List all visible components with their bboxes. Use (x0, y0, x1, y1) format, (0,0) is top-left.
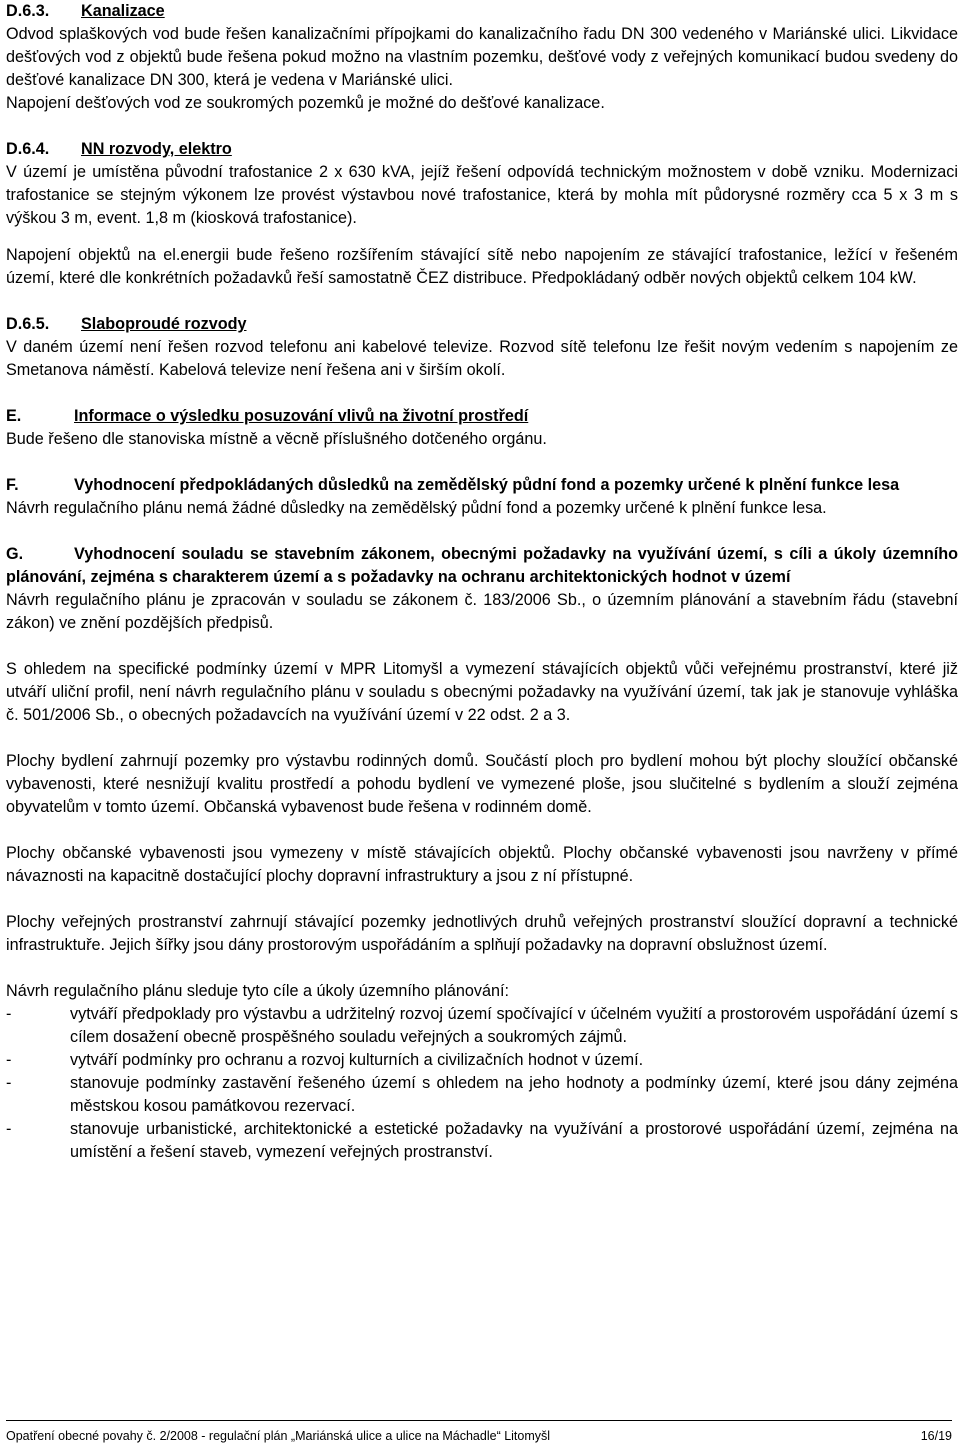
section-heading (6, 0, 958, 23)
section-g (6, 543, 958, 1164)
section-heading (6, 543, 958, 589)
paragraph: Napojení objektů na el.energii bude řešeno rozšířením stávající sítě nebo napojením ze stávající trafostanice, ležící v řešeném území, které dle konkrétních požadavků řeší samostatně ČEZ distribuce. Předpokládaný odběr nových objektů celkem 104 kW. (6, 246, 958, 287)
list-item: - stanovuje podmínky zastavění řešeného území s ohledem na jeho hodnoty a podmínky území, které jsou dány zejména městskou kosou památkovou rezervací. (6, 1074, 958, 1115)
section-title: Kanalizace (81, 2, 165, 20)
paragraph: Návrh regulačního plánu je zpracován v souladu se zákonem č. 183/2006 Sb., o územním plánování a stavebním řádu (stavební zákon) ve znění pozdějších předpisů. (6, 591, 958, 632)
section-e (6, 405, 958, 451)
section-number: G. (6, 545, 24, 563)
section-title: NN rozvody, elektro (81, 140, 232, 158)
list-item: - vytváří podmínky pro ochranu a rozvoj kulturních a civilizačních hodnot v území. (6, 1051, 644, 1069)
paragraph: Návrh regulačního plánu sleduje tyto cíle a úkoly územního plánování: (6, 982, 510, 1000)
paragraph: S ohledem na specifické podmínky území v MPR Litomyšl a vymezení stávajících objektů vůči veřejnému prostranství, které již utváří uliční profil, není návrh regulačního plánu v souladu s obecnými požadavky na využívání území, tak jak je stanovuje vyhláška č. 501/2006 Sb., o obecných požadavcích na využívání území v 22 odst. 2 a 3. (6, 660, 958, 724)
section-number: D.6.4. (6, 140, 50, 158)
section-title: Slaboproudé rozvody (81, 315, 247, 333)
section-d64 (6, 138, 958, 290)
paragraph: Návrh regulačního plánu nemá žádné důsledky na zemědělský půdní fond a pozemky určené k plnění funkce lesa. (6, 499, 827, 517)
paragraph: Napojení dešťových vod ze soukromých pozemků je možné do dešťové kanalizace. (6, 94, 605, 112)
section-d65 (6, 313, 958, 382)
section-heading (6, 313, 958, 336)
section-f (6, 474, 958, 520)
paragraph: V území je umístěna původní trafostanice 2 x 630 kVA, jejíž řešení odpovídá technickým možnostem v době vzniku. Modernizaci trafostanice se stejným výkonem lze provést výstavbou nové trafostanice, která by mohla mít půdorysné rozměry cca 5 x 3 m s výškou 3 m, event. 1,8 m (kiosková trafostanice). (6, 163, 958, 227)
section-title: Vyhodnocení předpokládaných důsledků na zemědělský půdní fond a pozemky určené k plnění funkce lesa (74, 476, 900, 494)
list-item: - vytváří předpoklady pro výstavbu a udržitelný rozvoj území spočívající v účelném využití a prostorovém uspořádání území s cílem dosažení obecně prospěšného souladu veřejných a soukromých zájmů. (6, 1005, 958, 1046)
section-number: D.6.3. (6, 2, 50, 20)
paragraph: Plochy občanské vybavenosti jsou vymezeny v místě stávajících objektů. Plochy občanské vybavenosti jsou navrženy v přímé návaznosti na kapacitně dostačující plochy dopravní infrastruktury a jsou z ní přístupné. (6, 844, 958, 885)
section-number: D.6.5. (6, 315, 50, 333)
paragraph: Plochy bydlení zahrnují pozemky pro výstavbu rodinných domů. Součástí ploch pro bydlení mohou být plochy sloužící občanské vybavenosti, které nesnižují kvalitu prostředí a pohodu bydlení ve vymezené ploše, jsou slučitelné s bydlením a slouží zejména obyvatelům v tomto území. Občanská vybavenost bude řešena v rodinném domě. (6, 752, 958, 816)
section-heading (6, 405, 958, 428)
document-page (6, 0, 958, 1164)
paragraph: Bude řešeno dle stanoviska místně a věcně příslušného dotčeného orgánu. (6, 430, 547, 448)
section-number: E. (6, 407, 22, 425)
section-d63 (6, 0, 958, 115)
section-title: Informace o výsledku posuzování vlivů na životní prostředí (74, 407, 529, 425)
page-number: 16/19 (920, 1429, 952, 1443)
section-title: Vyhodnocení souladu se stavebním zákonem, obecnými požadavky na využívání území, s cíli a úkoly územního plánování, zejména s charakterem území a s požadavky na ochranu architektonických hodnot v území (6, 545, 958, 586)
page-footer (6, 1420, 952, 1445)
section-heading (6, 138, 958, 161)
paragraph: Odvod splaškových vod bude řešen kanalizačními přípojkami do kanalizačního řadu DN 300 vedeného v Mariánské ulici. Likvidace dešťových vod z objektů bude řešena pokud možno na vlastním pozemku, dešťové vody z veřejných komunikací budou svedeny do dešťové kanalizace DN 300, která je vedena v Mariánské ulici. (6, 25, 958, 89)
list-item: - stanovuje urbanistické, architektonické a estetické požadavky na využívání a prostorové uspořádání území, zejména na umístění a řešení staveb, vymezení veřejných prostranství. (6, 1120, 958, 1161)
section-number: F. (6, 476, 19, 494)
paragraph: V daném území není řešen rozvod telefonu ani kabelové televize. Rozvod sítě telefonu lze řešit novým vedením s napojením ze Smetanova náměstí. Kabelová televize není řešena ani v širším okolí. (6, 338, 958, 379)
footer-title: Opatření obecné povahy č. 2/2008 - regulační plán „Mariánská ulice a ulice na Máchadle“ Litomyšl (6, 1429, 551, 1443)
section-heading (6, 474, 958, 497)
paragraph: Plochy veřejných prostranství zahrnují stávající pozemky jednotlivých druhů veřejných prostranství sloužící dopravní a technické infrastruktuře. Jejich šířky jsou dány prostorovým uspořádáním a splňují požadavky na dopravní obslužnost území. (6, 913, 958, 954)
